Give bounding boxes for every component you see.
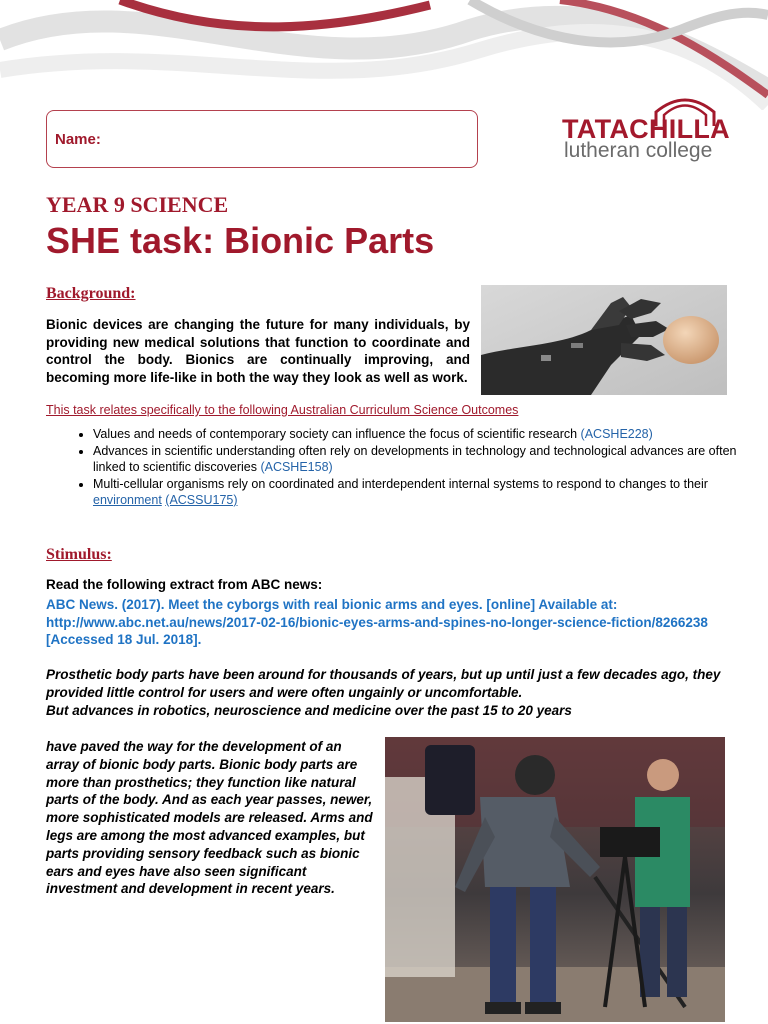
list-item [93, 476, 768, 509]
read-instruction: Read the following extract from ABC news: [46, 577, 323, 592]
extract-text: But advances in robotics, neuroscience and medicine over the past 15 to 20 years [46, 702, 572, 718]
exoskeleton-photo [385, 737, 725, 1022]
outcome-text: Advances in scientific understanding often rely on developments in technology and technological advances are often linked to scientific discoveries [93, 443, 737, 474]
name-field[interactable] [46, 110, 478, 168]
logo-wordmark: TATACHILLA [562, 114, 730, 144]
environment-link[interactable]: environment [93, 493, 162, 507]
curriculum-outcomes-link[interactable]: This task relates specifically to the following Australian Curriculum Science Outcomes [46, 403, 519, 417]
extract-paragraph [46, 666, 736, 719]
outcome-text: Values and needs of contemporary society can influence the focus of scientific research [93, 427, 581, 441]
outcome-code-link[interactable]: (ACSHE228) [580, 427, 653, 441]
page-title: SHE task: Bionic Parts [46, 220, 435, 261]
background-heading: Background: [46, 285, 136, 302]
year-heading: YEAR 9 SCIENCE [46, 192, 229, 217]
background-text: Bionic devices are changing the future for many individuals, by providing new medical solutions that function to coordinate and control the body. Bionics are continually improving, and becoming more life-like in both the way they look as well as work. [46, 317, 470, 385]
citation-link[interactable]: ABC News. (2017). Meet the cyborgs with real bionic arms and eyes. [online] Available at: http://www.abc.net.au/news/2017-02-16/bionic-eyes-arms-and-spines-no-longer-science-fiction/8266238 [Accessed 18 Jul. 2018]. [46, 597, 708, 647]
outcome-text: Multi-cellular organisms rely on coordinated and interdependent internal systems to respond to changes to their [93, 476, 708, 491]
list-item [93, 426, 768, 443]
extract-paragraph-continued: have paved the way for the development of an array of bionic body parts. Bionic body parts are more than prosthetics; they function like natural parts of the body. And as each year passes, newer, more sophisticated models are released. Arms and legs are among the most advanced examples, but parts providing sensory feedback such as bionic ears and eyes have also seen significant investment and development in recent years. [46, 739, 373, 897]
bionic-hand-photo [481, 285, 727, 395]
school-logo [560, 92, 750, 164]
outcome-code-link[interactable]: (ACSSU175) [165, 493, 238, 507]
stimulus-heading: Stimulus: [46, 546, 112, 563]
extract-text: Prosthetic body parts have been around for thousands of years, but up until just a few decades ago, they provided little control for users and were often ungainly or uncomfortable. [46, 667, 721, 700]
logo-subtitle: lutheran college [564, 139, 713, 162]
outcome-code-link[interactable]: (ACSHE158) [260, 460, 333, 474]
list-item [93, 443, 768, 476]
name-label: Name: [55, 131, 101, 148]
outcomes-list [46, 426, 768, 509]
